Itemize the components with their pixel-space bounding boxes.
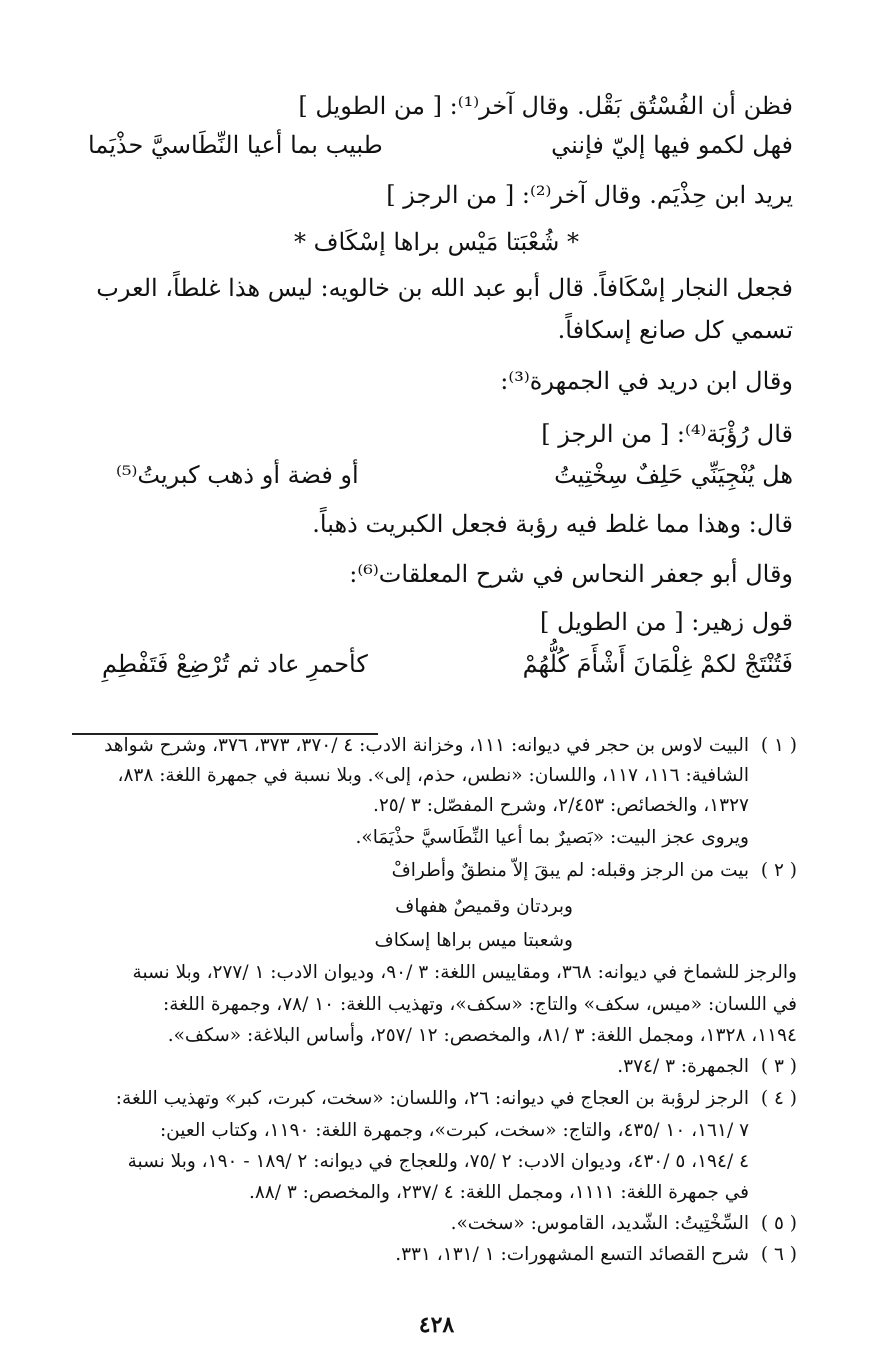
footnote-number: ( ٦ ) (760, 1244, 797, 1265)
footnote-number: ( ٣ ) (760, 1056, 797, 1077)
verse-second-hemistich: كأحمرِ عاد ثم تُرْضِعْ فَتَفْطِمِ (102, 650, 368, 678)
footnote-text: السِّخْتِيتُ: الشّديد، القاموس: «سخت». (450, 1213, 749, 1234)
text-line: تسمي كل صانع إسكافاً. (557, 316, 793, 344)
text-line: وقال ابن دريد في الجمهرة⁽³⁾: (500, 367, 793, 395)
footnote-text: والرجز للشماخ في ديوانه: ٣٦٨، ومقاييس اللغة: ٣ /٩٠، وديوان الادب: ١ /٢٧٧، وبلا نسبة (132, 962, 797, 983)
footnote-number: ( ٥ ) (760, 1213, 797, 1234)
verse-first-hemistich: هل يُنْجِيَنِّي حَلِفٌ سِخْتِيتُ (554, 461, 793, 489)
text-line: وقال أبو جعفر النحاس في شرح المعلقات⁽⁶⁾: (349, 560, 793, 588)
text-line: قال رُؤْبَة⁽⁴⁾: [ من الرجز ] (541, 420, 793, 448)
text-line: فظن أن الفُسْتُق بَقْل. وقال آخر⁽¹⁾: [ من الطويل ] (298, 92, 793, 120)
verse-first-hemistich: فَتُنْتَجْ لكمْ غِلْمَانَ أَشْأَمَ كُلُّهُمْ (522, 650, 793, 678)
footnote-verse: وشعبتا ميس براها إسكاف (374, 930, 573, 951)
footnote-verse: وبردتان وقميصٌ هفهاف (395, 896, 573, 917)
verse-centered: * شُعْبَتا مَيْس براها إسْكَاف * (293, 228, 580, 256)
footnote-number: ( ١ ) (760, 735, 797, 756)
verse-second-hemistich: أو فضة أو ذهب كبريتُ⁽⁵⁾ (116, 461, 359, 489)
footnote-text: الشافية: ١١٦، ١١٧، واللسان: «نطس، حذم، إلى». وبلا نسبة في جمهرة اللغة: ٨٣٨، (117, 765, 749, 786)
text-line: فجعل النجار إسْكَافاً. قال أبو عبد الله بن خالويه: ليس هذا غلطاً، العرب (96, 274, 793, 302)
footnote-text: ١٣٢٧، والخصائص: ٢/٤٥٣، وشرح المفصّل: ٣ /٢٥. (372, 795, 749, 816)
text-line: قال: وهذا مما غلط فيه رؤبة فجعل الكبريت ذهباً. (312, 510, 793, 538)
footnote-text: ١١٩٤، ١٣٢٨، ومجمل اللغة: ٣ /٨١، والمخصص: ١٢ /٢٥٧، وأساس البلاغة: «سكف». (167, 1025, 797, 1046)
footnote-text: بيت من الرجز وقبله: لم يبقَ إلاّ منطقٌ وأطرافْ (391, 860, 749, 881)
footnote-text: في جمهرة اللغة: ١١١١، ومجمل اللغة: ٤ /٢٣٧، والمخصص: ٣ /٨٨. (248, 1182, 749, 1203)
verse-first-hemistich: فهل لكمو فيها إليّ فإنني (551, 131, 793, 159)
footnote-text: ٧ /١٦١، ١٠ /٤٣٥، والتاج: «سخت، كبرت»، وجمهرة اللغة: ١١٩٠، وكتاب العين: (159, 1120, 749, 1141)
text-line: يريد ابن حِذْيَم. وقال آخر⁽²⁾: [ من الرجز ] (386, 181, 793, 209)
footnote-text: شرح القصائد التسع المشهورات: ١ /١٣١، ٣٣١. (395, 1244, 749, 1265)
footnote-text: البيت لاوس بن حجر في ديوانه: ١١١، وخزانة الادب: ٤ /٣٧٠، ٣٧٣، ٣٧٦، وشرح شواهد (104, 735, 749, 756)
footnote-text: ويروى عجز البيت: «بَصيرٌ بما أعيا النِّطَاسيَّ حذْيَمَا». (355, 827, 749, 848)
page-number: ٤٢٨ (418, 1312, 455, 1338)
footnote-number: ( ٢ ) (760, 860, 797, 881)
verse-second-hemistich: طبيب بما أعيا النِّطَاسيَّ حذْيَما (88, 131, 383, 159)
footnote-text: الجمهرة: ٣ /٣٧٤. (617, 1056, 749, 1077)
text-line: قول زهير: [ من الطويل ] (539, 608, 793, 636)
footnote-text: ٤ /١٩٤، ٥ /٤٣٠، وديوان الادب: ٢ /٧٥، وللعجاج في ديوانه: ٢ /١٨٩ - ١٩٠، وبلا نسبة (127, 1151, 749, 1172)
footnote-text: في اللسان: «ميس، سكف» والتاج: «سكف»، وتهذيب اللغة: ١٠ /٧٨، وجمهرة اللغة: (163, 994, 797, 1015)
footnote-number: ( ٤ ) (760, 1088, 797, 1109)
footnote-text: الرجز لرؤبة بن العجاج في ديوانه: ٢٦، واللسان: «سخت، كبرت، كبر» وتهذيب اللغة: (115, 1088, 749, 1109)
